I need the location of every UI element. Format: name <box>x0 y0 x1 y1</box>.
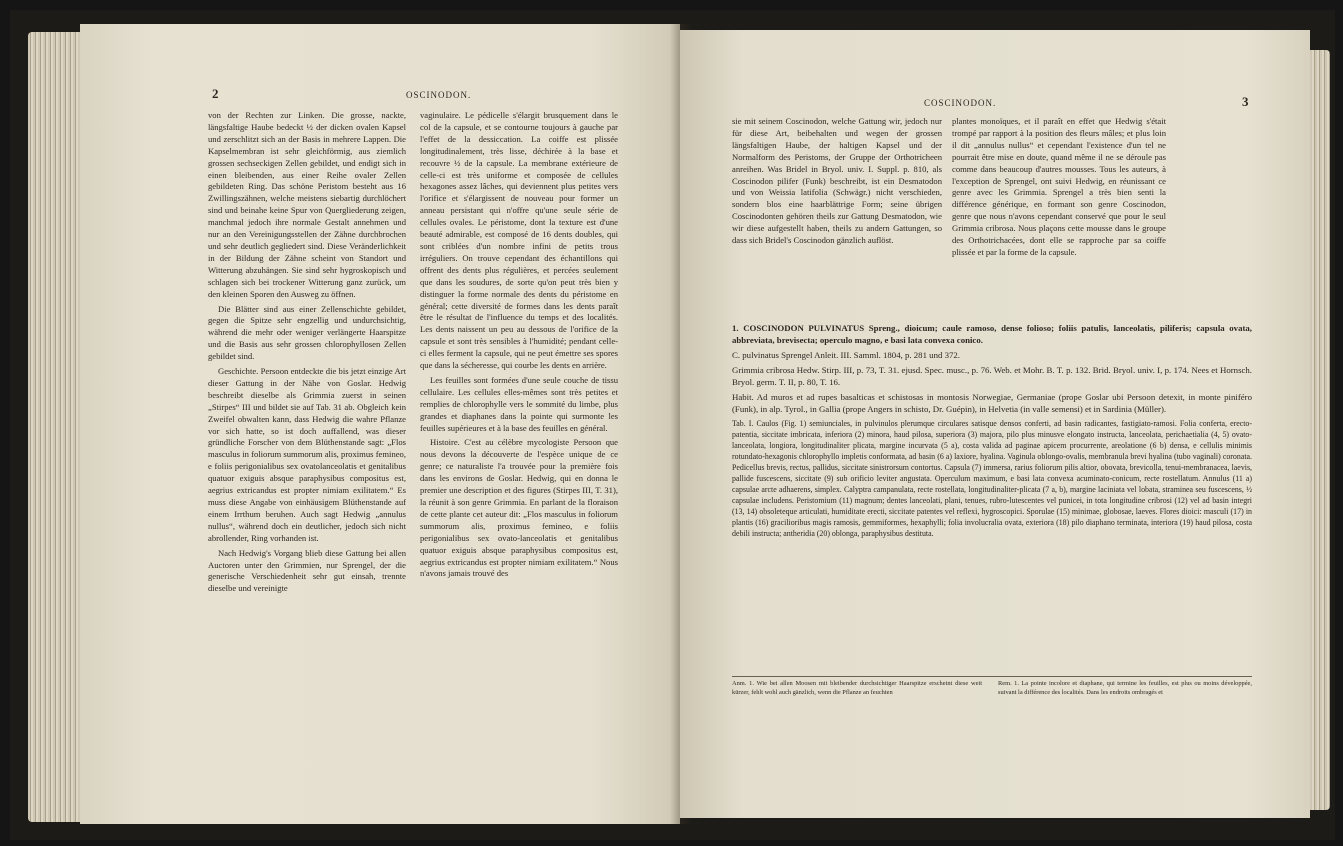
left-page <box>80 24 680 824</box>
german-column <box>732 116 942 250</box>
footnote-rule <box>732 676 1252 677</box>
synonym: Grimmia cribrosa Hedw. Stirp. III, p. 73, T. 31. ejusd. Spec. musc., p. 76. Web. et Mohr. B. T. p. 132. Brid. Bryol. univ. I, p. 174. Nees et Hornsch. Bryol. germ. T. II, p. 80, T. 16. <box>732 365 1252 387</box>
paragraph: Geschichte. Persoon entdeckte die bis jetzt einzige Art dieser Gattung in der Nähe von Goslar. Hedwig beschreibt dieselbe als Grimmia zuerst in seinen „Stirpes“ III und bildet sie auf Tab. 31 ab. Obgleich kein Zweifel obwalten kann, dass Hedwig die wahre Pflanze vor sich hatte, so ist doch auffallend, was dieser gründliche Forscher von dem Blüthenstande sagt: „Flos masculus in foliorum summorum alis, proximus femineo, e foliis perigonialibus sex ovatolanceolatis et genitalibus quatuor exiguis absque paraphysibus compositus est, aegrius extricandus est propter nimiam exilitatem.“ Es muss diese Angabe von einhäusigem Blüthenstande auf einem Irrthum beruhen. Auch sagt Hedwig „annulus nullus“, während doch ein deutlicher, jedoch sich nicht abrollender, Ring vorhanden ist. <box>208 366 406 543</box>
footnote-french: Rem. 1. La pointe incolore et diaphane, qui termine les feuilles, est plus ou moins développée, suivant la différence des localités. Dans les endroits ombragés et <box>998 680 1252 696</box>
left-page-edges <box>28 32 88 822</box>
paragraph: Histoire. C'est au célèbre mycologiste Persoon que nous devons la découverte de l'espèce unique de ce genre; ce naturaliste l'a trouvée pour la première fois dans les environs de Goslar. Hedwig, qui en donna le premier une description et des figures (Stirpes III, T. 31), la réunit à son genre Grimmia. En parlant de la floraison de cette plante cet auteur dit: „Flos masculus in foliorum summorum alis, proximus femineo, e foliis perigonialibus sex ovato-lanceolatis et genitalibus quatuor exiguis absque paraphysibus compositus est, aegrius extricandus est propter nimiam exilitatem.“ Nous n'avons jamais trouvé des <box>420 437 618 579</box>
synonym: C. pulvinatus Sprengel Anleit. III. Samml. 1804, p. 281 und 372. <box>732 350 960 360</box>
species-section <box>732 322 1252 542</box>
running-head: OSCINODON. <box>406 90 472 100</box>
habitat: Habit. Ad muros et ad rupes basalticas et schistosas in montosis Norwegiae, Germaniae (prope Goslar ubi Persoon detexit, in monte piniféro (Funk), in alp. Tyrol., in Gallia (prope Angers in schisto, Dr. Guépin), in Helvetia (in valle semensi) et in Sardinia (Müller). <box>732 392 1252 414</box>
right-page <box>680 30 1310 818</box>
paragraph: vaginulaire. Le pédicelle s'élargit brusquement dans le col de la capsule, et se contourne toujours à gauche par l'effet de la dessiccation. La coiffe est plissée longitudinalement, très lisse, déchirée à la base et recouvre ½ de la capsule. La membrane extérieure de celle-ci est très uniforme et composée de cellules hexagones assez lâches, qui deviennent plus petites vers l'orifice et s'élargissent de nouveau pour former un anneau persistant qui n'offre qu'une seule série de cellules ovales. Le péristome, dont la texture est d'une beauté admirable, est composé de 16 dents doubles, qui sont criblées d'un nombre infini de petits trous irréguliers. On trouve cependant des échantillons qui offrent des dents plus régulières, et percées seulement que dans les soudures, de sorte qu'on peut très bien y distinguer la forme normale des dents du péristome en général; cette diversité de formes dans les dents paraît être le résultat de l'influence du temps et des localités. Les dents naissent un peu au dessous de l'orifice de la capsule et sont très sensibles à l'humidité; pendant celle-ci elles ferment la capsule, qui ne peut émettre ses spores que dans la sécheresse, qui courbe les dents en arrière. <box>420 110 618 371</box>
species-title: 1. COSCINODON PULVINATUS Spreng., dioicum; caule ramoso, dense folioso; foliis patulis, lanceolatis, piliferis; capsula ovata, abbreviata, brevisecta; operculo magno, e basi lata convexa conico. <box>732 323 1252 345</box>
page-number: 3 <box>1242 94 1249 109</box>
running-head: COSCINODON. <box>924 98 997 108</box>
paragraph: von der Rechten zur Linken. Die grosse, nackte, längsfaltige Haube bedeckt ½ der dicken ovalen Kapsel und zerschlitzt sich an der Basis in mehrere Lappen. Die Kapselmembran ist sehr gleichförmig, aus ziemlich grossen sechseckigen Zellen gebildet, und endigt sich in einen bleibenden, aus einer Reihe ovaler Zellen gebildeten Ring. Das schöne Peristom besteht aus 16 Zwillingszähnen, welche meistens siebartig durchlöchert sind und beinahe keine Spur von Quergliederung zeigen, manchmal jedoch ihre normale Gestalt annehmen und nur an den Vereinigungsstellen der Zähne durchbrochen und sehr deutlich gegliedert sind. Diese Veränderlichkeit in der Bildung der Zähne scheint von Standort und Witterung abzuhängen. Sie sind sehr hygroskopisch und schlagen sich bei trockener Witterung ganz zurück, um den kleinen Sporen den Ausweg zu öffnen. <box>208 110 406 299</box>
paragraph: Nach Hedwig's Vorgang blieb diese Gattung bei allen Auctoren unter den Grimmien, nur Sprengel, der die generische Verschiedenheit sehr gut einsah, trennte dieselbe und vereinigte <box>208 547 406 594</box>
paragraph: Les feuilles sont formées d'une seule couche de tissu cellulaire. Les cellules elles-mêmes sont très petites et remplies de chlorophylle vers le sommité du limbe, plus grandes et diaphanes dans la pointe qui surmonte les feuilles supérieures et à la base des feuilles en général. <box>420 374 618 433</box>
open-book <box>10 10 1335 840</box>
page-number: 2 <box>212 86 219 101</box>
footnote-german: Anm. 1. Wie bei allen Moosen mit bleibender durchsichtiger Haarspitze erscheint diese weit kürzer, fehlt wohl auch gänzlich, wenn die Pflanze an feuchten <box>732 680 982 696</box>
french-column <box>420 110 618 583</box>
paragraph: sie mit seinem Coscinodon, welche Gattung wir, jedoch nur für diese Art, beibehalten und wegen der grossen längsfaltigen Haube, der haltigen Kapsel und der Normalform des Peristoms, der Gruppe der Orthotricheen anreihen. Was Bridel in Bryol. univ. I. Suppl. p. 810, als Coscinodon pilifer (Funk) beschreibt, ist ein Desmatodon und von Weissia latifolia (Schwägr.) nicht verschieden, sondern blos eine haarblättrige Form; seine übrigen Coscinodonten gehören theils zur Gattung Desmatodon, wie wir diese aufgestellt haben, theils zu andern Gattungen, so dass sich Bridel's Coscinodon gänzlich auflöst. <box>732 116 942 246</box>
german-column <box>208 110 406 598</box>
description: Tab. I. Caulos (Fig. 1) semiunciales, in pulvinulos plerumque circulares satisque densos conferti, ad basin radicantes, fastigiato-ramosi. Folia conferta, erecto-patentia, siccitate imbricata, inferiora (2) minora, haud pilosa, superiora (3) majora, pilo plus minusve elongato instructa, lanceolata, perichaetialia (4, 5) ovato-lanceolata, longiora, longitudinaliter plicata, margine incurvata (5 a), costa valida ad paginae apicem procurrente, areolatione (6 b) densa, e cellulis minimis rotundato-hexagonis chlorophyllo impletis conformata, ad basin (6 a) laxiore, hyalina. Vaginula oblongo-ovalis, membranula brevi hyalina (tubo vaginali) coronata. Pedicellus brevis, rectus, pallidus, siccitate sinistrorsum contortus. Capsula (7) immersa, rarius foliorum pilis altior, obovata, brevicolla, tenui-membranacea, laevis, pallide fuscescens, siccitate (9) sub orificio leviter angustata. Operculum maximum, e basi lata convexa acuminato-conicum, recte rostellatum. Annulus (11 a) capsulae arcte adhaerens, simplex. Calyptra campanulata, recte rostellata, longitudinaliter-plicata (7 a, b), margine laciniata vel lobata, straminea seu fuscescens, ½ capsulae includens. Peristomium (11) magnum; dentes lanceolati, plani, tenues, rubro-lutescentes vel punicei, in tota longitudine cribrosi (12) vel ad basin integri (13, 14) obsoleteque articulati, humiditate erecti, siccitate patentes vel reflexi, hygroscopici. Sporulae (15) minimae, globosae, laeves. Flores dioici: masculi (17) in plantis (16) gracilioribus magis ramosis, gemmiformes, hexaphylli; folia involucralia ovata, exteriora (18) pilo diaphano terminata, interiora (19) haud pilosa, costa debili instructa; antheridia (20) oblonga, paraphysibus destituta. <box>732 419 1252 538</box>
french-column <box>952 116 1166 262</box>
paragraph: Die Blätter sind aus einer Zellenschichte gebildet, gegen die Spitze sehr engzellig und undurchsichtig, während die mehr oder weniger verlängerte Haarspitze und die Basis aus sehr grossen chlorophyllosen Zellen gebildet sind. <box>208 303 406 362</box>
paragraph: plantes monoïques, et il paraît en effet que Hedwig s'était trompé par rapport à la position des fleurs mâles; et plus loin il dit „annulus nullus“ et cependant l'existence d'un tel ne pourrait être mise en doute, quand même il ne se déroule pas comme dans beaucoup d'autres mousses. Tous les auteurs, à l'exception de Sprengel, ont suivi Hedwig, en réunissant ce genre avec les Grimmia. Sprengel a très bien senti la différence générique, en formant son genre Coscinodon, genre que nous n'avons cependant conservé que pour le seul Grimmia cribrosa. Nous plaçons cette mousse dans le groupe des Orthotrichacées, dont elle se rapproche par sa coiffe plissée et par la forme de la capsule. <box>952 116 1166 257</box>
